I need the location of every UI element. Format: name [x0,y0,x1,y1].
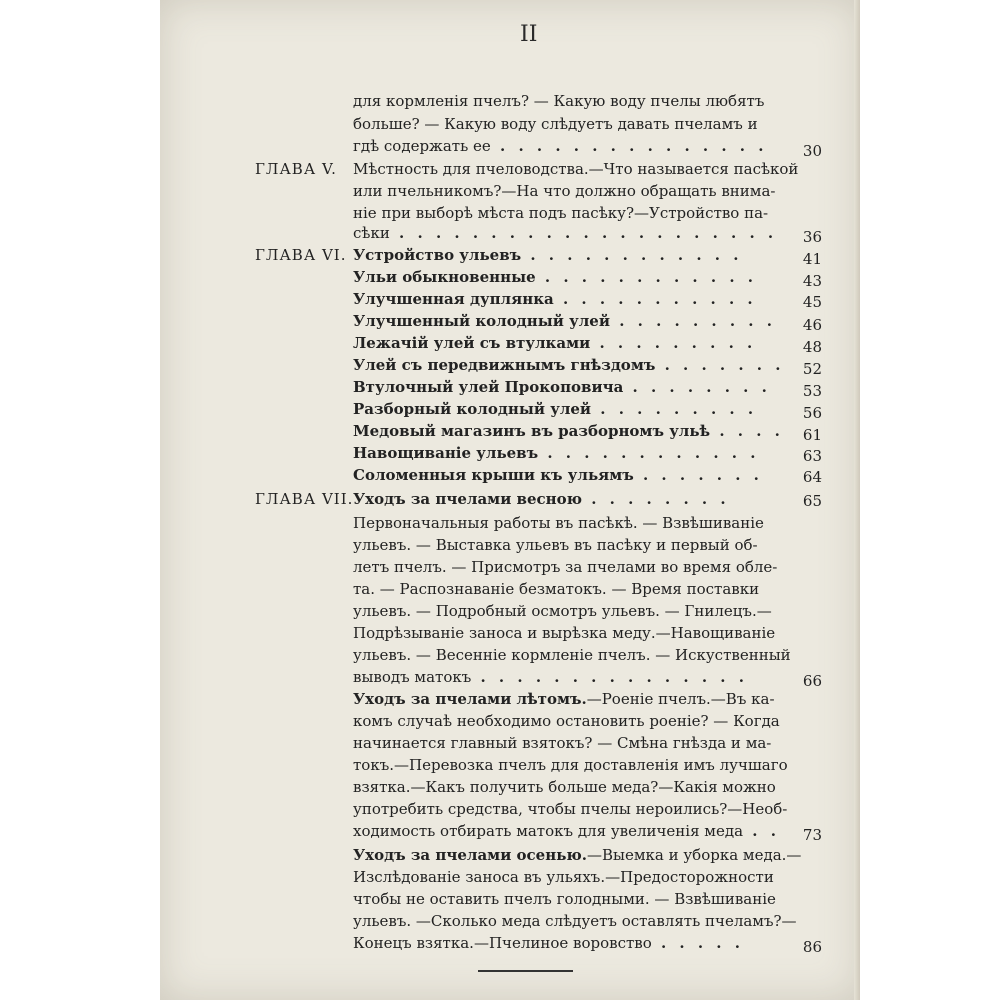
toc-line-text: Соломенныя крыши къ ульямъ [353,466,634,484]
toc-line [353,400,757,418]
leader-dots: . . . . . . . . . [609,312,776,330]
toc-line-text: Навощиваніе ульевъ [353,444,539,462]
leader-dots: . . . . . . . . . . . . [535,268,757,286]
leader-dots: . . . . . . . . . . . . . . . . . . . . . [389,224,778,242]
page-ref: 45 [802,293,822,311]
page-ref: 43 [802,272,822,290]
toc-line: та. — Распознаваніе безматокъ. — Время поставки [353,580,760,598]
toc-line: ульевъ. — Подробный осмотръ ульевъ. — Гнилецъ.— [353,602,772,620]
toc-line-text: —Роеніе пчелъ.—Въ ка- [586,690,775,708]
toc-line [353,822,780,840]
toc-line: комъ случаѣ необходимо остановить роеніе? — Когда [353,712,780,730]
toc-line: ніе при выборѣ мѣста подъ пасѣку?—Устройство па- [353,204,769,222]
leader-dots: . . . . . [651,934,744,952]
toc-line [353,422,784,440]
closing-rule [478,970,573,972]
leader-dots: . . . . . . . . . . . . [521,246,743,264]
toc-line: Первоначальныя работы въ пасѣкѣ. — Взвѣшиваніе [353,514,764,532]
toc-line-text: Уходъ за пчелами весною [353,490,582,508]
toc-line [353,356,784,374]
leader-dots: . . . . . . . . . [590,334,757,352]
toc-line: ульевъ. — Выставка ульевъ въ пасѣку и первый об- [353,536,758,554]
page-ref: 61 [802,426,822,444]
toc-line [353,224,777,242]
toc-line [353,466,763,484]
leader-dots: . . . . [710,422,784,440]
toc-line [353,934,744,952]
page-ref: 53 [802,382,822,400]
page-ref: 86 [802,938,822,956]
toc-line: Изслѣдованіе заноса въ ульяхъ.—Предосторожности [353,868,774,886]
toc-line [353,378,771,396]
toc-line-text: гдѣ содержать ее [353,137,491,155]
toc-line [353,846,801,864]
page-ref: 64 [802,468,822,486]
page-ref: 66 [802,672,822,690]
toc-line-text: Лежачій улей съ втулками [353,334,591,352]
chapter-label-7: ГЛАВА VII. [255,490,354,508]
page-ref: 41 [802,250,822,268]
leader-dots: . . . . . . . . [582,490,730,508]
toc-line [353,690,775,708]
toc-line [353,290,757,308]
page-ref: 36 [802,228,822,246]
leader-dots: . . . . . . . . [623,378,771,396]
toc-line [353,137,767,155]
toc-line: для кормленія пчелъ? — Какую воду пчелы любятъ [353,92,765,110]
leader-dots: . . [743,822,780,840]
toc-line-text: ходимость отбирать матокъ для увеличенія меда [353,822,744,840]
page-ref: 30 [802,142,822,160]
toc-line [353,268,757,286]
page-ref: 56 [802,404,822,422]
toc-line: ульевъ. — Весенніе кормленіе пчелъ. — Искуственный [353,646,791,664]
toc-line: взятка.—Какъ получить больше меда?—Какія можно [353,778,776,796]
toc-line: употребить средства, чтобы пчелы нероились?—Необ- [353,800,788,818]
toc-line [353,668,748,686]
toc-line: летъ пчелъ. — Присмотръ за пчелами во время обле- [353,558,778,576]
leader-dots: . . . . . . . . . . . . [538,444,760,462]
leader-dots: . . . . . . . . . [591,400,758,418]
toc-line [353,490,730,508]
toc-line: Подрѣзываніе заноса и вырѣзка меду.—Навощиваніе [353,624,776,642]
toc-line-text: Улучшенная дуплянка [353,290,554,308]
toc-line-text: Ульи обыкновенные [353,268,536,286]
toc-line-text: Втулочный улей Прокоповича [353,378,624,396]
toc-line-text: Конецъ взятка.—Пчелиное воровство [353,934,652,952]
leader-dots: . . . . . . . [655,356,785,374]
toc-line: больше? — Какую воду слѣдуетъ давать пчеламъ и [353,115,758,133]
toc-line: Мѣстность для пчеловодства.—Что называется пасѣкой [353,160,799,178]
toc-line-text: Разборный колодный улей [353,400,592,418]
toc-line-text: выводъ матокъ [353,668,472,686]
toc-line-text: Медовый магазинъ въ разборномъ ульѣ [353,422,711,440]
page-ref: 63 [802,447,822,465]
page-number: II [520,22,538,47]
toc-line-text: Улучшенный колодный улей [353,312,610,330]
toc-line: токъ.—Перевозка пчелъ для доставленія имъ лучшаго [353,756,788,774]
toc-line-text: Улей съ передвижнымъ гнѣздомъ [353,356,656,374]
toc-line-text: сѣки [353,224,390,242]
page-ref: 46 [802,316,822,334]
toc-line: ульевъ. —Сколько меда слѣдуетъ оставлять пчеламъ?— [353,912,797,930]
page-ref: 48 [802,338,822,356]
chapter-label-6: ГЛАВА VI. [255,246,347,264]
toc-line [353,312,776,330]
toc-line-text: Уходъ за пчелами лѣтомъ. [353,690,587,708]
toc-line-text: Устройство ульевъ [353,246,522,264]
toc-line [353,334,756,352]
page-edge [854,0,860,1000]
leader-dots: . . . . . . . . . . . . . . . [490,137,768,155]
toc-line: чтобы не оставить пчелъ голодными. — Взвѣшиваніе [353,890,776,908]
leader-dots: . . . . . . . [633,466,763,484]
chapter-label-5: ГЛАВА V. [255,160,337,178]
page-ref: 73 [802,826,822,844]
page-ref: 52 [802,360,822,378]
toc-line [353,246,742,264]
toc-line: начинается главный взятокъ? — Смѣна гнѣзда и ма- [353,734,772,752]
toc-line-text: —Выемка и уборка меда.— [586,846,802,864]
toc-line-text: Уходъ за пчелами осенью. [353,846,587,864]
leader-dots: . . . . . . . . . . . . . . . [471,668,748,686]
toc-line [353,444,759,462]
leader-dots: . . . . . . . . . . . [553,290,757,308]
toc-line: или пчельникомъ?—На что должно обращать внима- [353,182,776,200]
page-ref: 65 [802,492,822,510]
